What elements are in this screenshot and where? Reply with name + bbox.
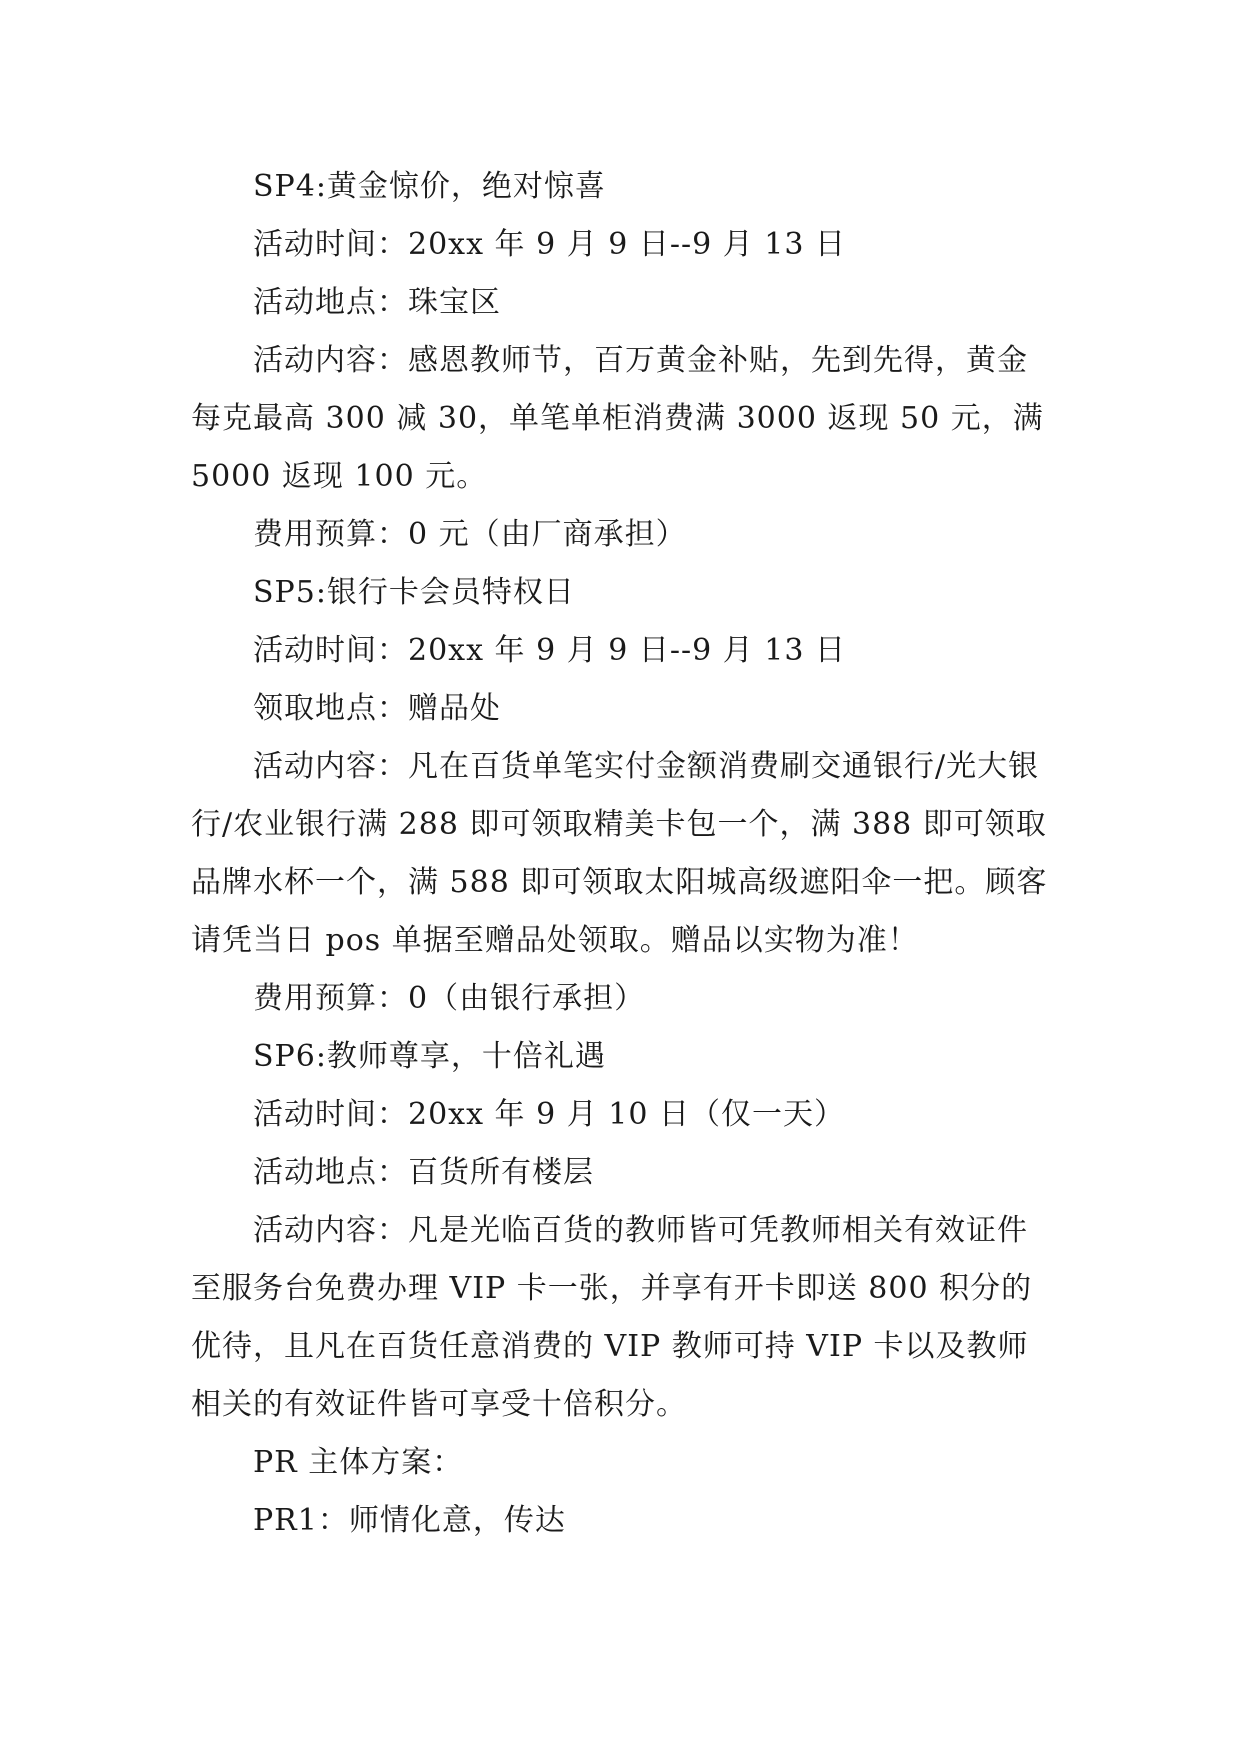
sp4-location: 活动地点：珠宝区 [253,285,501,320]
pr1-heading: PR1：师情化意，传达 [253,1503,566,1538]
sp6-heading: SP6:教师尊享，十倍礼遇 [253,1039,606,1074]
sp5-budget: 费用预算：0（由银行承担） [253,981,646,1016]
sp6-location: 活动地点：百货所有楼层 [253,1155,594,1190]
sp5-heading: SP5:银行卡会员特权日 [253,575,575,610]
sp4-budget: 费用预算：0 元（由厂商承担） [253,517,687,552]
sp4-heading: SP4:黄金惊价，绝对惊喜 [253,169,606,204]
document-body [191,158,1051,1550]
sp6-content: 活动内容：凡是光临百货的教师皆可凭教师相关有效证件至服务台免费办理 VIP 卡一张，并享有开卡即送 800 积分的优待，且凡在百货任意消费的 VIP 教师可持 VIP 卡以及教师相关的有效证件皆可享受十倍积分。 [191,1213,1033,1422]
sp5-time: 活动时间：20xx 年 9 月 9 日--9 月 13 日 [253,633,847,668]
sp5-content: 活动内容：凡在百货单笔实付金额消费刷交通银行/光大银行/农业银行满 288 即可领取精美卡包一个，满 388 即可领取品牌水杯一个，满 588 即可领取太阳城高级遮阳伞一把。顾客请凭当日 pos 单据至赠品处领取。赠品以实物为准！ [191,749,1048,958]
sp4-content: 活动内容：感恩教师节，百万黄金补贴，先到先得，黄金每克最高 300 减 30，单笔单柜消费满 3000 返现 50 元，满 5000 返现 100 元。 [191,343,1044,494]
sp5-location: 领取地点：赠品处 [253,691,501,726]
sp6-time: 活动时间：20xx 年 9 月 10 日（仅一天） [253,1097,845,1132]
pr-plan-heading: PR 主体方案： [253,1445,464,1480]
sp4-time: 活动时间：20xx 年 9 月 9 日--9 月 13 日 [253,227,847,262]
